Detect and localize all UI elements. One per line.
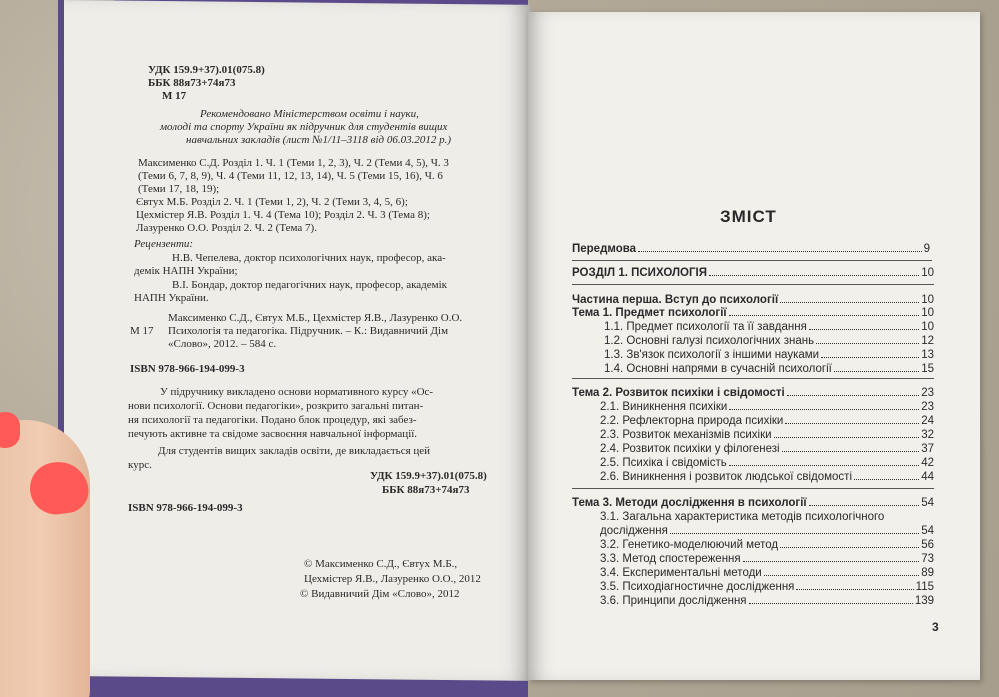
abstract-line-6: курс. xyxy=(128,459,152,471)
fingernail xyxy=(0,412,20,448)
toc-entry-text: 3.3. Метод спостереження xyxy=(600,553,741,565)
toc-entry-page: 24 xyxy=(921,415,934,427)
toc-entry-page: 10 xyxy=(921,321,934,333)
recommended-line-2: молоді та спорту України як підручник для студентів вищих xyxy=(160,121,448,133)
toc-entry-text: Тема 2. Розвиток психіки і свідомості xyxy=(572,387,785,399)
toc-entry-page: 115 xyxy=(915,581,934,593)
toc-entry-text: 2.2. Рефлекторна природа психіки xyxy=(600,415,784,427)
abstract-line-4: печують активне та свідоме засвоєння навчальної інформації. xyxy=(128,428,418,440)
toc-entry-text: Частина перша. Вступ до психології xyxy=(572,294,779,306)
toc-row xyxy=(572,306,934,320)
divider xyxy=(572,378,934,379)
citation-line-3: «Слово», 2012. – 584 с. xyxy=(168,338,277,350)
toc-entry-page: 44 xyxy=(921,471,934,483)
toc-entry-text: 2.1. Виникнення психіки xyxy=(600,401,728,413)
toc-row xyxy=(600,414,934,428)
authors-line-6: Лазуренко О.О. Розділ 2. Ч. 2 (Тема 7). xyxy=(136,222,317,234)
toc-entry-text: Передмова xyxy=(572,243,637,255)
reviewer-line-2: демік НАПН України; xyxy=(134,265,238,277)
toc-entry-text: 1.2. Основні галузі психологічних знань xyxy=(604,335,815,347)
copyright-line-1: © Максименко С.Д., Євтух М.Б., xyxy=(304,558,458,570)
toc-row xyxy=(600,552,934,566)
bbk-top: ББК 88я73+74я73 xyxy=(148,77,236,89)
toc-row xyxy=(572,266,934,280)
toc-entry-page: 37 xyxy=(921,443,934,455)
toc-row xyxy=(600,566,934,580)
toc-entry-text: 3.4. Експериментальні методи xyxy=(600,567,762,579)
toc-entry-text: дослідження xyxy=(600,525,668,537)
divider xyxy=(572,488,934,489)
toc-entry-page: 32 xyxy=(921,429,934,441)
toc-row xyxy=(572,293,934,307)
toc-entry-text: Тема 3. Методи дослідження в психології xyxy=(572,497,807,509)
toc-entry-text: Тема 1. Предмет психології xyxy=(572,307,727,319)
toc-entry-page: 54 xyxy=(921,525,934,537)
toc-entry-page: 89 xyxy=(921,567,934,579)
toc-entry-page: 15 xyxy=(921,363,934,375)
toc-entry-text: 2.5. Психіка і свідомість xyxy=(600,457,727,469)
reviewer-line-4: НАПН України. xyxy=(134,292,209,304)
toc-entry-text: 1.3. Зв'язок психології з іншими науками xyxy=(604,349,820,361)
toc-entry-text: 2.3. Розвиток механізмів психіки xyxy=(600,429,772,441)
toc-row xyxy=(572,242,930,256)
toc-entry-text: 2.4. Розвиток психіки у філогенезі xyxy=(600,443,780,455)
reviewer-line-3: В.І. Бондар, доктор педагогічних наук, професор, академік xyxy=(172,279,447,291)
toc-entry-page: 23 xyxy=(921,401,934,413)
toc-entry-page: 42 xyxy=(921,457,934,469)
recommended-line-3: навчальних закладів (лист №1/11–3118 від 06.03.2012 р.) xyxy=(186,134,451,146)
toc-row xyxy=(604,348,934,362)
abstract-line-1: У підручнику викладено основи нормативного курсу «Ос- xyxy=(160,386,434,398)
divider xyxy=(572,260,932,261)
toc-entry-text: 3.1. Загальна характеристика методів психологічного xyxy=(600,511,885,523)
authors-line-3: (Теми 17, 18, 19); xyxy=(138,183,220,195)
authors-line-5: Цехмістер Я.В. Розділ 1. Ч. 4 (Тема 10); Розділ 2. Ч. 3 (Тема 8); xyxy=(136,209,430,221)
toc-row xyxy=(600,538,934,552)
toc-entry-page: 56 xyxy=(921,539,934,551)
toc-row xyxy=(572,496,934,510)
toc-row xyxy=(604,320,934,334)
toc-entry-page: 13 xyxy=(921,349,934,361)
page-number: 3 xyxy=(932,620,939,634)
toc-entry-page: 12 xyxy=(921,335,934,347)
divider xyxy=(572,284,934,285)
toc-entry-page: 10 xyxy=(921,294,934,306)
copyright-line-3: © Видавничий Дім «Слово», 2012 xyxy=(300,588,460,600)
toc-entry-page: 9 xyxy=(923,243,930,255)
bbk-bottom: ББК 88я73+74я73 xyxy=(382,484,470,496)
toc-row xyxy=(600,400,934,414)
citation-line-2: Психологія та педагогіка. Підручник. – К.: Видавничий Дім xyxy=(168,325,449,337)
authors-line-2: (Теми 6, 7, 8, 9), Ч. 4 (Теми 11, 12, 13, 14), Ч. 5 (Теми 15, 16), Ч. 6 xyxy=(138,170,443,182)
toc-entry-text: РОЗДІЛ 1. ПСИХОЛОГІЯ xyxy=(572,267,707,279)
toc-title: ЗМІСТ xyxy=(720,207,777,226)
toc-row xyxy=(600,510,934,524)
toc-entry-text: 3.6. Принципи дослідження xyxy=(600,595,747,607)
toc-row xyxy=(600,428,934,442)
abstract-line-2: нови психології. Основи педагогіки», розкрито загальні питан- xyxy=(128,400,424,412)
citation-m17: М 17 xyxy=(130,325,154,337)
abstract-line-3: ня психології та педагогіки. Подано блок процедур, які забез- xyxy=(128,414,417,426)
toc-row xyxy=(600,442,934,456)
hand-finger xyxy=(0,420,90,697)
udk-top: УДК 159.9+37).01(075.8) xyxy=(148,64,265,76)
toc-entry-text: 3.2. Генетико-моделюючий метод xyxy=(600,539,779,551)
toc-row xyxy=(600,524,934,538)
toc-row xyxy=(604,334,934,348)
authors-line-1: Максименко С.Д. Розділ 1. Ч. 1 (Теми 1, 2, 3), Ч. 2 (Теми 4, 5), Ч. 3 xyxy=(138,157,449,169)
authors-line-4: Євтух М.Б. Розділ 2. Ч. 1 (Теми 1, 2), Ч. 2 (Теми 3, 4, 5, 6); xyxy=(136,196,408,208)
toc-entry-text: 3.5. Психодіагностичне дослідження xyxy=(600,581,795,593)
udk-bottom: УДК 159.9+37).01(075.8) xyxy=(370,470,487,482)
isbn-top: ISBN 978-966-194-099-3 xyxy=(130,363,245,375)
toc-entry-page: 10 xyxy=(921,307,934,319)
reviewers-label: Рецензенти: xyxy=(134,238,194,250)
toc-entry-text: 1.1. Предмет психології та її завдання xyxy=(604,321,807,333)
toc-entry-page: 54 xyxy=(921,497,934,509)
toc-entry-page: 10 xyxy=(921,267,934,279)
toc-row xyxy=(604,362,934,376)
isbn-bottom: ISBN 978-966-194-099-3 xyxy=(128,502,243,514)
toc-row xyxy=(600,594,934,608)
reviewer-line-1: Н.В. Чепелева, доктор психологічних наук, професор, ака- xyxy=(172,252,446,264)
copyright-line-2: Цехмістер Я.В., Лазуренко О.О., 2012 xyxy=(304,573,481,585)
toc-row xyxy=(600,580,934,594)
m17-top: М 17 xyxy=(162,90,187,102)
toc-row xyxy=(572,386,934,400)
toc-entry-page: 139 xyxy=(914,595,934,607)
citation-line-1: Максименко С.Д., Євтух М.Б., Цехмістер Я.В., Лазуренко О.О. xyxy=(168,312,463,324)
abstract-line-5: Для студентів вищих закладів освіти, де викладається цей xyxy=(158,445,431,457)
recommended-line-1: Рекомендовано Міністерством освіти і науки, xyxy=(200,108,419,120)
toc-entry-page: 23 xyxy=(921,387,934,399)
toc-row xyxy=(600,470,934,484)
toc-row xyxy=(600,456,934,470)
toc-entry-page: 73 xyxy=(921,553,934,565)
toc-entry-text: 1.4. Основні напрями в сучасній психології xyxy=(604,363,832,375)
toc-entry-text: 2.6. Виникнення і розвиток людської свідомості xyxy=(600,471,853,483)
